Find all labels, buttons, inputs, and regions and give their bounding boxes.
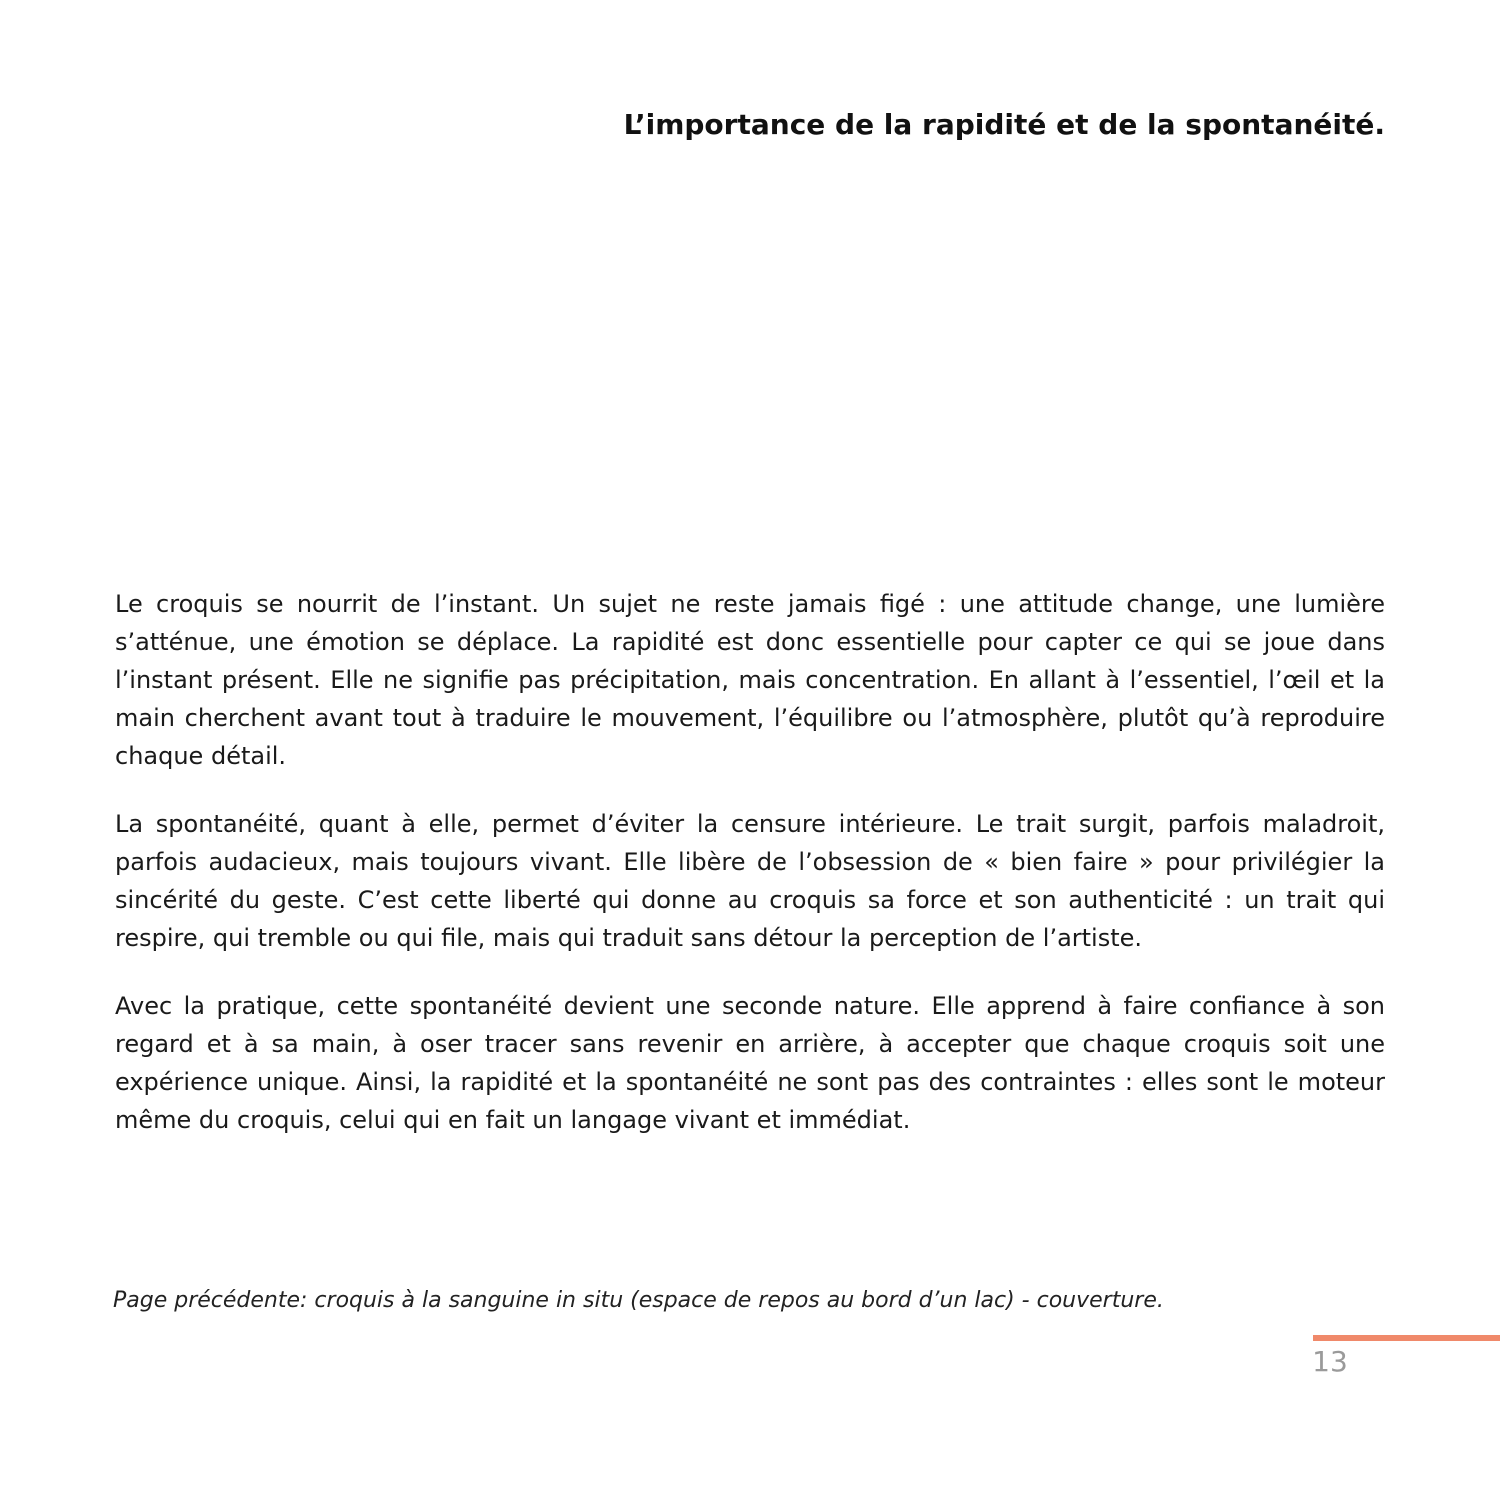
image-caption: Page précédente: croquis à la sanguine in situ (espace de repos au bord d’un lac) - couverture. [113, 1288, 1164, 1313]
page-number: 13 [1312, 1345, 1348, 1378]
footer-accent-bar [1313, 1335, 1500, 1341]
paragraph-1: Le croquis se nourrit de l’instant. Un sujet ne reste jamais figé : une attitude change, une lumière s’atténue, une émotion se déplace. La rapidité est donc essentielle pour capter ce qui se joue dans l’instant présent. Elle ne signifie pas précipitation, mais concentration. En allant à l’essentiel, l’œil et la main cherchent avant tout à traduire le mouvement, l’équilibre ou l’atmosphère, plutôt qu’à reproduire chaque détail. [115, 590, 1385, 770]
body-text [115, 585, 1385, 1169]
paragraph-3: Avec la pratique, cette spontanéité devient une seconde nature. Elle apprend à faire confiance à son regard et à sa main, à oser tracer sans revenir en arrière, à accepter que chaque croquis soit une expérience unique. Ainsi, la rapidité et la spontanéité ne sont pas des contraintes : elles sont le moteur même du croquis, celui qui en fait un langage vivant et immédiat. [115, 992, 1385, 1134]
paragraph-2: La spontanéité, quant à elle, permet d’éviter la censure intérieure. Le trait surgit, parfois maladroit, parfois audacieux, mais toujours vivant. Elle libère de l’obsession de « bien faire » pour privilégier la sincérité du geste. C’est cette liberté qui donne au croquis sa force et son authenticité : un trait qui respire, qui tremble ou qui file, mais qui traduit sans détour la perception de l’artiste. [115, 810, 1385, 952]
page-title: L’importance de la rapidité et de la spontanéité. [623, 108, 1385, 141]
